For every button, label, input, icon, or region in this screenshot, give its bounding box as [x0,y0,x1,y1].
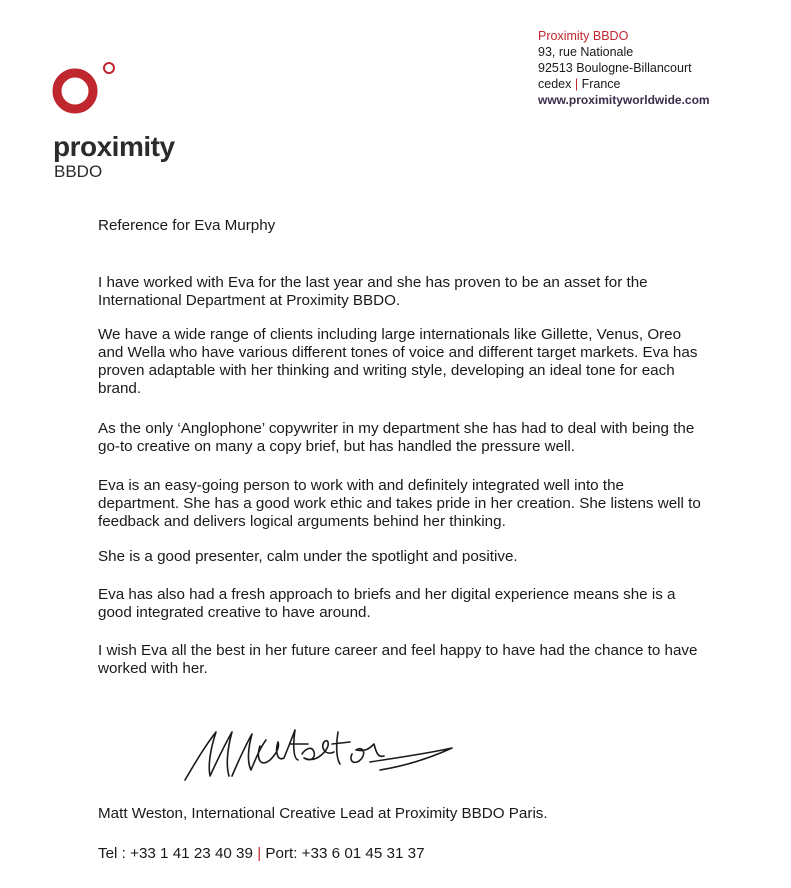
paragraph-7: I wish Eva all the best in her future career and feel happy to have had the chance to have worked with her. [98,642,698,677]
logo-wordmark: proximity [53,131,175,162]
paragraph-4: Eva is an easy-going person to work with and definitely integrated well into the department. She has a good work ethic and takes pride in her creation. She listens well to feedback and delivers logical arguments behind her thinking. [98,477,701,530]
proximity-ring-icon [50,56,120,131]
address-country: France [581,77,621,91]
paragraph-3: As the only ‘Anglophone’ copywriter in my department she has had to deal with being the go-to creative on many a copy brief, but has handled the pressure well. [98,420,695,455]
address-separator: | [574,77,579,91]
paragraph-1: I have worked with Eva for the last year and she has proven to be an asset for the International Department at Proximity BBDO. [98,274,648,309]
address-cedex-line [538,76,710,92]
signature-name-title: Matt Weston, International Creative Lead at Proximity BBDO Paris. [98,805,548,822]
website-link[interactable]: www.proximityworldwide.com [538,93,710,107]
logo-subtitle: BBDO [54,162,103,181]
paragraph-6: Eva has also had a fresh approach to briefs and her digital experience means she is a good integrated creative to have around. [98,586,676,621]
contact-line [98,845,708,863]
address-company: Proximity BBDO [538,29,629,43]
reference-heading: Reference for Eva Murphy [98,217,276,234]
address-cedex: cedex [538,77,572,91]
company-address [538,28,710,108]
address-postal-city: 92513 Boulogne-Billancourt [538,61,692,75]
proximity-logo [50,56,180,186]
contact-separator: | [257,845,262,862]
contact-port: Port: +33 6 01 45 31 37 [265,845,425,862]
address-street: 93, rue Nationale [538,45,634,59]
paragraph-2: We have a wide range of clients including large internationals like Gillette, Venus, Oreo and Wella who have various different tones of voice and different target markets. Eva has proven adaptable with her thinking and writing style, developing an ideal tone for each brand. [98,326,698,397]
paragraph-5: She is a good presenter, calm under the spotlight and positive. [98,548,518,565]
handwritten-signature [180,718,460,786]
contact-tel: Tel : +33 1 41 23 40 39 [98,845,253,862]
